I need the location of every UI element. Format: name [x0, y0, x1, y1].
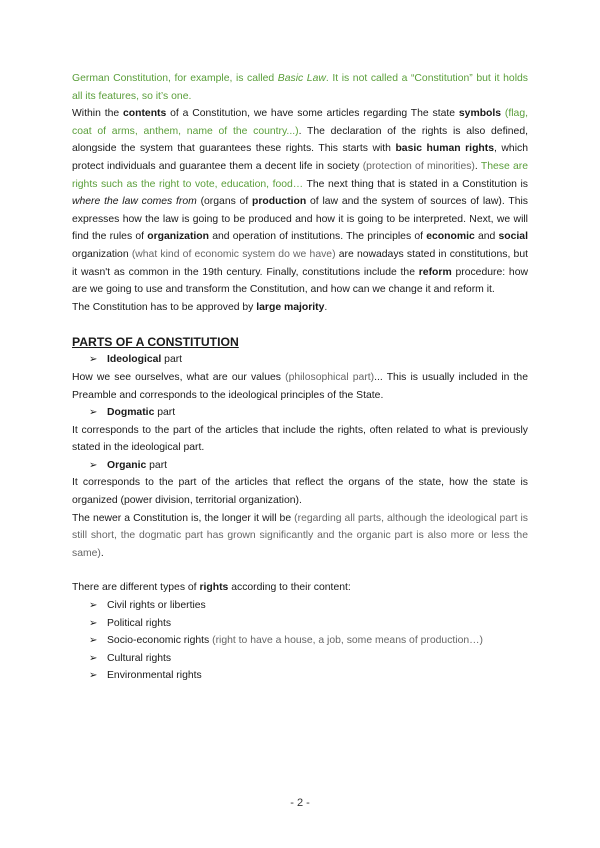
rights-list-item: ➢ Political rights: [72, 615, 528, 633]
term-economic: economic: [426, 231, 475, 243]
arrow-bullet-icon: ➢: [89, 459, 98, 471]
contents-paragraph: Within the contents of a Constitution, we have some articles regarding The state symbols (flag, coat of arms, anthem, name of the country...). The declaration of the rights is also defined, alongside the system that guarantees these rights. This starts with basic human rights, which protect individuals and guarantee them a decent life in society (protection of minorities). These are rights such as the right to vote, education, food… The next thing that is stated in a Constitution is where the law comes from (organs of production of law and the system of sources of law). This expresses how the law is going to be produced and how it is going to be interpreted. Next, we will find the rules of organization and operation of institutions. The principles of economic and social organization (what kind of economic system do we have) are nowadays stated in constitutions, but it wasn't as common in the 19th century. Finally, constitutions include the reform procedure: how are we going to use and transform the Constitution, and how can we change it and reform it.: [72, 108, 529, 296]
arrow-bullet-icon: ➢: [89, 670, 98, 682]
organic-description: It corresponds to the part of the articles that reflect the organs of the state, how the state is organized (power division, territorial organization).: [72, 477, 528, 507]
intro-text-rest: . It is not called a “Constitution” but it holds all its features, so it’s one.: [72, 73, 528, 102]
term-contents: contents: [122, 108, 167, 120]
arrow-bullet-icon: ➢: [89, 652, 98, 664]
rights-list-item: ➢ Civil rights or liberties: [72, 597, 528, 615]
document-page: [72, 70, 528, 685]
rights-intro: There are different types of rights according to their content:: [72, 582, 351, 594]
rights-list-item: ➢ Cultural rights: [72, 650, 528, 668]
rights-list-item: ➢ Environmental rights: [72, 667, 528, 685]
arrow-bullet-icon: ➢: [89, 407, 98, 419]
majority-paragraph: The Constitution has to be approved by large majority.: [72, 301, 328, 313]
organic-bullet: ➢ Organic part: [72, 457, 528, 475]
term-large-majority: large majority: [256, 301, 325, 313]
term-where-law-comes-from: where the law comes from: [72, 196, 197, 208]
dogmatic-description: It corresponds to the part of the articles that include the rights, often related to what is previously stated in the ideological part.: [72, 424, 528, 454]
newer-paragraph: The newer a Constitution is, the longer it will be (regarding all parts, although the ideological part is still short, the dogmatic part has grown significantly and the organic part is also more or less the same).: [72, 512, 528, 559]
term-rights: rights: [199, 582, 229, 594]
intro-paragraph: [72, 70, 528, 105]
ideological-bullet: ➢ Ideological part: [72, 351, 528, 369]
spacer: [72, 562, 528, 579]
term-symbols: symbols: [458, 108, 502, 120]
term-social: social: [498, 231, 528, 243]
term-basic-human-rights: basic human rights: [395, 143, 494, 155]
page-number: - 2 -: [290, 797, 310, 809]
basic-law-term: Basic Law: [277, 73, 326, 84]
rights-list-item: ➢ Socio-economic rights (right to have a house, a job, some means of production…): [72, 632, 528, 650]
dogmatic-bullet: ➢ Dogmatic part: [72, 404, 528, 422]
arrow-bullet-icon: ➢: [89, 600, 98, 612]
arrow-bullet-icon: ➢: [89, 617, 98, 629]
parts-heading: PARTS OF A CONSTITUTION: [72, 335, 239, 350]
ideological-description: How we see ourselves, what are our values (philosophical part)... This is usually included in the Preamble and corresponds to the ideological principles of the State.: [72, 371, 528, 401]
spacer: [72, 316, 528, 333]
arrow-bullet-icon: ➢: [89, 635, 98, 647]
term-organization: organization: [147, 231, 209, 243]
term-reform: reform: [418, 266, 452, 278]
term-production: production: [252, 196, 307, 208]
arrow-bullet-icon: ➢: [89, 354, 98, 366]
intro-text: German Constitution, for example, is called: [72, 73, 278, 84]
